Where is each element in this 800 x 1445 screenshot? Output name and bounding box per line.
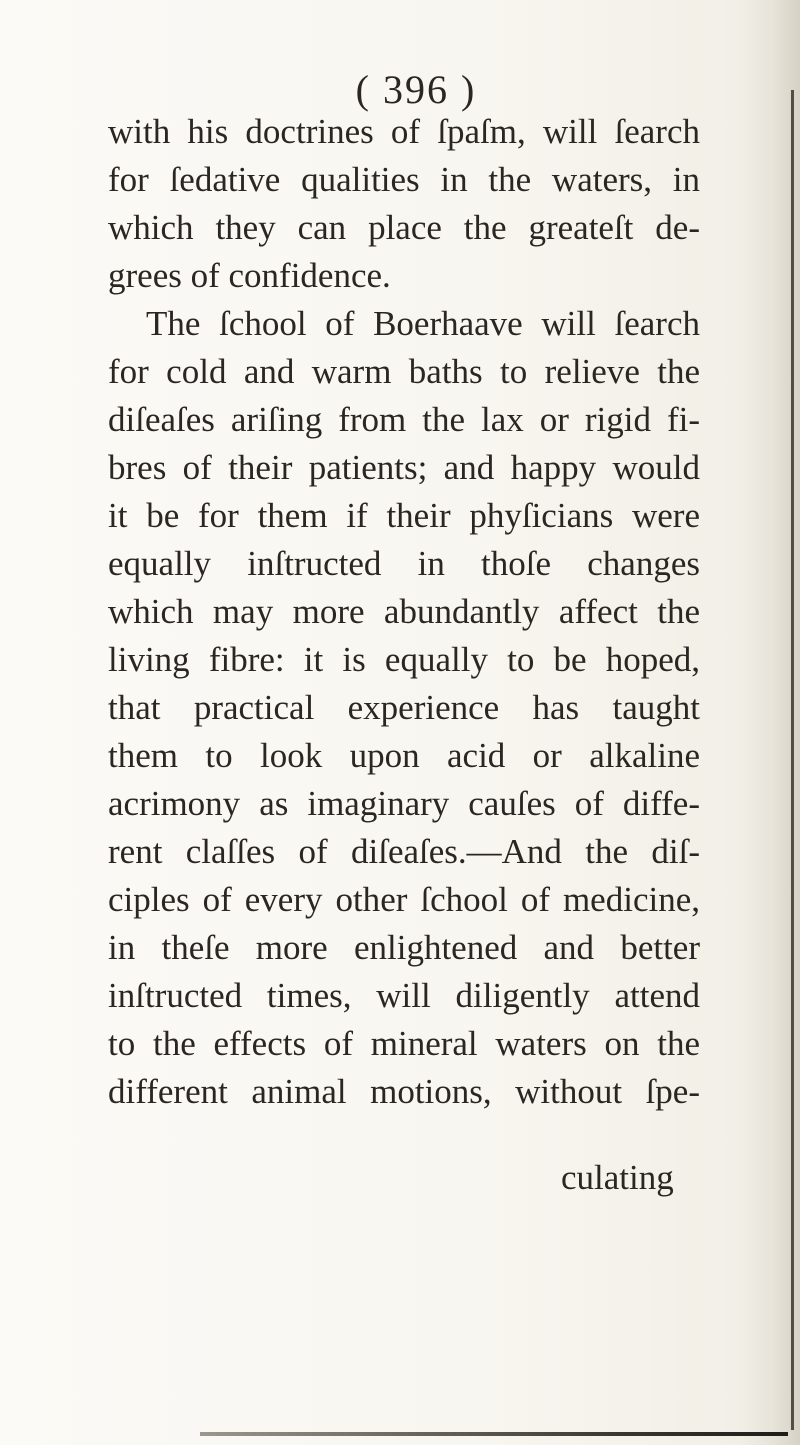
text-line: bres of their patients; and happy would (108, 448, 700, 487)
text-line: grees of confidence. (108, 256, 391, 295)
bottom-edge-rule (200, 1432, 788, 1436)
paragraph-2 (108, 300, 700, 1116)
text-line: it be for them if their phyſicians were (108, 496, 700, 535)
text-line: in theſe more enlightened and better (108, 928, 700, 967)
text-line: diſeaſes ariſing from the lax or rigid fi- (108, 400, 700, 439)
text-line: which they can place the greateſt de- (108, 208, 700, 247)
text-line: equally inſtructed in thoſe changes (108, 544, 700, 583)
text-line: with his doctrines of ſpaſm, will ſearch (108, 112, 700, 151)
body-text (108, 108, 700, 1116)
text-line: inſtructed times, will diligently attend (108, 976, 700, 1015)
page-number: ( 396 ) (355, 67, 477, 112)
text-line: rent claſſes of diſeaſes.—And the diſ- (108, 832, 700, 871)
page-edge-line (791, 90, 794, 1430)
text-line: for ſedative qualities in the waters, in (108, 160, 700, 199)
text-line: for cold and warm baths to relieve the (108, 352, 700, 391)
text-line: ciples of every other ſchool of medicine, (108, 880, 700, 919)
text-line: to the effects of mineral waters on the (108, 1024, 700, 1063)
text-line: which may more abundantly affect the (108, 592, 700, 631)
paragraph-1 (108, 108, 700, 300)
text-line: acrimony as imaginary cauſes of diffe- (108, 784, 700, 823)
text-line: The ſchool of Boerhaave will ſearch (146, 304, 700, 343)
text-line: different animal motions, without ſpe- (108, 1072, 700, 1111)
catchword: culating (561, 1158, 674, 1197)
text-line: living fibre: it is equally to be hoped, (108, 640, 700, 679)
text-line: them to look upon acid or alkaline (108, 736, 700, 775)
text-line: that practical experience has taught (108, 688, 700, 727)
